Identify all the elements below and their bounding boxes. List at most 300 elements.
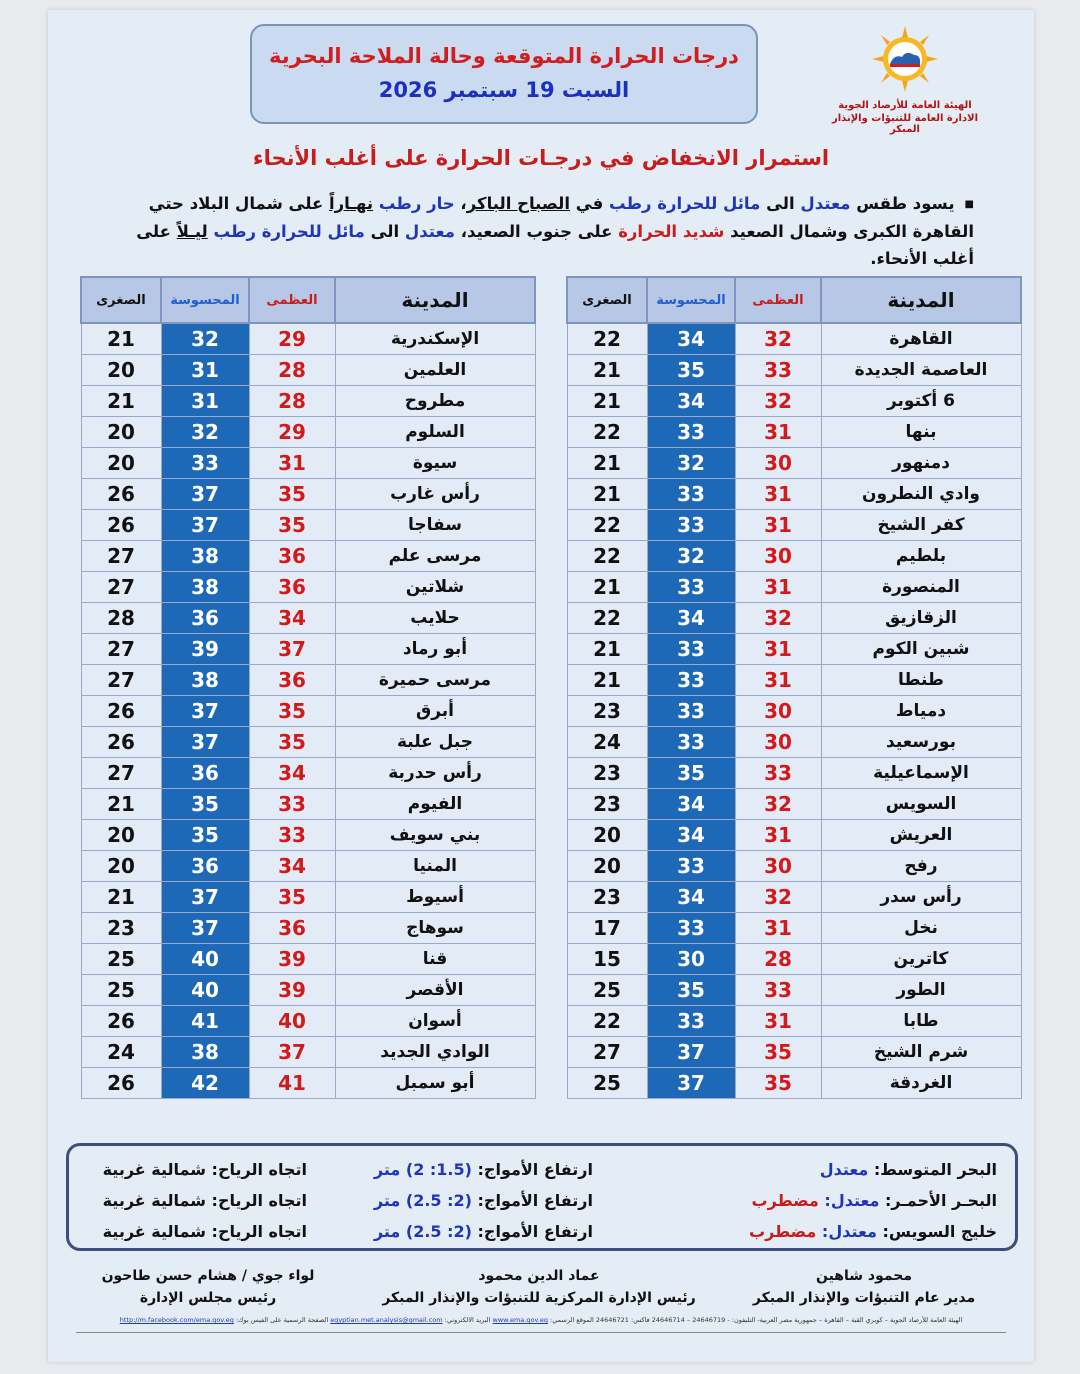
table-row xyxy=(81,944,535,975)
organization-logo xyxy=(830,24,980,135)
table-row xyxy=(567,634,1021,665)
weather-description xyxy=(102,190,974,272)
city-cell: جبل علبة xyxy=(335,727,535,758)
feels-like-cell: 34 xyxy=(647,820,735,851)
min-temp-cell: 23 xyxy=(567,696,647,727)
waves-label: ارتفاع الأمواج: xyxy=(471,1191,593,1210)
table-row xyxy=(81,479,535,510)
feels-like-cell: 40 xyxy=(161,975,249,1006)
city-cell: أسيوط xyxy=(335,882,535,913)
city-cell: دمنهور xyxy=(821,448,1021,479)
city-cell: أسوان xyxy=(335,1006,535,1037)
min-temp-cell: 25 xyxy=(81,975,161,1006)
city-cell: حلايب xyxy=(335,603,535,634)
min-temp-cell: 23 xyxy=(567,758,647,789)
table-row xyxy=(81,1006,535,1037)
forecast-date: السبت 19 سبتمبر 2026 xyxy=(378,78,630,102)
max-temp-cell: 39 xyxy=(249,944,335,975)
table-row xyxy=(81,355,535,386)
city-cell: الزقازيق xyxy=(821,603,1021,634)
table-row xyxy=(567,386,1021,417)
feels-like-cell: 37 xyxy=(161,479,249,510)
min-temp-cell: 25 xyxy=(567,975,647,1006)
feels-like-cell: 30 xyxy=(647,944,735,975)
table-row xyxy=(567,851,1021,882)
min-temp-cell: 28 xyxy=(81,603,161,634)
sea-state-alt: مضطرب xyxy=(749,1222,817,1241)
feels-like-cell: 34 xyxy=(647,386,735,417)
city-cell: بورسعيد xyxy=(821,727,1021,758)
wind-value: شمالية غربية xyxy=(102,1160,206,1179)
max-temp-cell: 33 xyxy=(735,355,821,386)
table-row xyxy=(81,758,535,789)
table-row xyxy=(81,1037,535,1068)
max-temp-cell: 31 xyxy=(735,665,821,696)
city-cell: بني سويف xyxy=(335,820,535,851)
wind-label: اتجاه الرياح: xyxy=(205,1191,307,1210)
footer-email-label: البريد الالكتروني: xyxy=(442,1316,493,1324)
wind-label: اتجاه الرياح: xyxy=(205,1222,307,1241)
desc-text: على أغلب الأنحاء. xyxy=(136,222,974,268)
min-temp-cell: 22 xyxy=(567,417,647,448)
table-row xyxy=(81,789,535,820)
feels-like-cell: 33 xyxy=(647,417,735,448)
city-cell: قنا xyxy=(335,944,535,975)
city-cell: الفيوم xyxy=(335,789,535,820)
feels-like-cell: 33 xyxy=(647,1006,735,1037)
city-cell: الأقصر xyxy=(335,975,535,1006)
col-header-min: الصغرى xyxy=(81,277,161,323)
feels-like-cell: 38 xyxy=(161,1037,249,1068)
max-temp-cell: 32 xyxy=(735,882,821,913)
max-temp-cell: 31 xyxy=(735,820,821,851)
feels-like-cell: 38 xyxy=(161,541,249,572)
sea-name: البحـر الأحمـر: xyxy=(879,1191,997,1210)
left-cities-table xyxy=(80,276,536,1099)
min-temp-cell: 26 xyxy=(81,727,161,758)
city-cell: أبو سمبل xyxy=(335,1068,535,1099)
feels-like-cell: 42 xyxy=(161,1068,249,1099)
max-temp-cell: 35 xyxy=(735,1068,821,1099)
signatory-name: عماد الدين محمود xyxy=(478,1268,600,1284)
city-cell: دمياط xyxy=(821,696,1021,727)
min-temp-cell: 26 xyxy=(81,1006,161,1037)
min-temp-cell: 21 xyxy=(81,882,161,913)
table-row xyxy=(81,665,535,696)
feels-like-cell: 36 xyxy=(161,603,249,634)
table-row xyxy=(81,913,535,944)
max-temp-cell: 41 xyxy=(249,1068,335,1099)
headline: استمرار الانخفاض في درجـات الحرارة على أغلب الأنحاء xyxy=(252,146,830,170)
table-row xyxy=(81,510,535,541)
city-cell: رأس سدر xyxy=(821,882,1021,913)
city-cell: العاصمة الجديدة xyxy=(821,355,1021,386)
feels-like-cell: 34 xyxy=(647,323,735,355)
max-temp-cell: 31 xyxy=(735,417,821,448)
max-temp-cell: 29 xyxy=(249,323,335,355)
city-cell: العلمين xyxy=(335,355,535,386)
feels-like-cell: 36 xyxy=(161,758,249,789)
signature-block xyxy=(744,1265,984,1309)
city-cell: شرم الشيخ xyxy=(821,1037,1021,1068)
city-cell: الإسكندرية xyxy=(335,323,535,355)
footer-address: الهيئة العامة للأرصاد الجوية – كوبري القبة – القاهرة – جمهورية مصر العربية- التليفون: - 24646719 – 24646714 فاكس: 24646721 الموقع الرسمي: xyxy=(547,1316,963,1324)
min-temp-cell: 27 xyxy=(81,665,161,696)
min-temp-cell: 23 xyxy=(567,882,647,913)
col-header-max: العظمى xyxy=(735,277,821,323)
max-temp-cell: 31 xyxy=(735,510,821,541)
min-temp-cell: 21 xyxy=(567,634,647,665)
feels-like-cell: 35 xyxy=(647,975,735,1006)
city-cell: الوادي الجديد xyxy=(335,1037,535,1068)
wind-value: شمالية غربية xyxy=(102,1191,206,1210)
max-temp-cell: 31 xyxy=(735,1006,821,1037)
feels-like-cell: 34 xyxy=(647,603,735,634)
table-row xyxy=(81,727,535,758)
table-row xyxy=(81,417,535,448)
city-cell: السلوم xyxy=(335,417,535,448)
org-department: الادارة العامة للتنبؤات والإنذار المبكر xyxy=(831,113,978,135)
max-temp-cell: 30 xyxy=(735,727,821,758)
table-row xyxy=(567,913,1021,944)
min-temp-cell: 24 xyxy=(567,727,647,758)
feels-like-cell: 33 xyxy=(647,727,735,758)
footer-fb-label: الصفحة الرسمية على الفيس بوك: xyxy=(233,1316,331,1324)
feels-like-cell: 37 xyxy=(161,510,249,541)
max-temp-cell: 32 xyxy=(735,323,821,355)
city-cell: رأس حدربة xyxy=(335,758,535,789)
max-temp-cell: 36 xyxy=(249,913,335,944)
max-temp-cell: 30 xyxy=(735,696,821,727)
table-row xyxy=(567,448,1021,479)
feels-like-cell: 32 xyxy=(647,448,735,479)
table-row xyxy=(81,975,535,1006)
table-row xyxy=(81,386,535,417)
city-cell: المنصورة xyxy=(821,572,1021,603)
min-temp-cell: 21 xyxy=(567,665,647,696)
city-cell: كفر الشيخ xyxy=(821,510,1021,541)
facebook-link[interactable]: http://m.facebook.com/ema.gov.eg xyxy=(119,1316,234,1324)
signature-block xyxy=(88,1265,328,1309)
max-temp-cell: 34 xyxy=(249,758,335,789)
min-temp-cell: 25 xyxy=(567,1068,647,1099)
col-header-feels: المحسوسة xyxy=(647,277,735,323)
min-temp-cell: 26 xyxy=(81,479,161,510)
min-temp-cell: 26 xyxy=(81,1068,161,1099)
desc-text: حار رطب xyxy=(378,194,455,213)
table-row xyxy=(567,789,1021,820)
table-row xyxy=(567,541,1021,572)
org-name: الهيئة العامة للأرصاد الجوية xyxy=(838,100,972,111)
feels-like-cell: 33 xyxy=(647,851,735,882)
wind-value: شمالية غربية xyxy=(102,1222,206,1241)
min-temp-cell: 25 xyxy=(81,944,161,975)
desc-text: مائل للحرارة رطب xyxy=(609,194,761,213)
city-cell: مرسى حميرة xyxy=(335,665,535,696)
waves-value: (1.5: 2) متر xyxy=(373,1160,472,1179)
feels-like-cell: 33 xyxy=(647,572,735,603)
feels-like-cell: 33 xyxy=(647,665,735,696)
table-row xyxy=(81,603,535,634)
city-cell: العريش xyxy=(821,820,1021,851)
desc-text: الصباح الباكر xyxy=(466,194,571,213)
city-cell: طنطا xyxy=(821,665,1021,696)
city-cell: مرسى علم xyxy=(335,541,535,572)
feels-like-cell: 37 xyxy=(161,696,249,727)
max-temp-cell: 32 xyxy=(735,603,821,634)
feels-like-cell: 32 xyxy=(161,417,249,448)
min-temp-cell: 26 xyxy=(81,696,161,727)
city-cell: شلاتين xyxy=(335,572,535,603)
max-temp-cell: 29 xyxy=(249,417,335,448)
table-row xyxy=(81,572,535,603)
col-header-city: المدينة xyxy=(821,277,1021,323)
feels-like-cell: 33 xyxy=(647,479,735,510)
table-row xyxy=(567,479,1021,510)
city-cell: الطور xyxy=(821,975,1021,1006)
feels-like-cell: 31 xyxy=(161,355,249,386)
desc-text: معتدل xyxy=(800,194,851,213)
city-cell: بنها xyxy=(821,417,1021,448)
signatory-title: مدير عام التنبؤات والإنذار المبكر xyxy=(752,1290,976,1306)
min-temp-cell: 20 xyxy=(81,851,161,882)
min-temp-cell: 27 xyxy=(81,758,161,789)
feels-like-cell: 37 xyxy=(161,727,249,758)
desc-text: نهـاراً xyxy=(329,194,374,213)
table-row xyxy=(81,820,535,851)
table-row xyxy=(81,634,535,665)
city-cell: الإسماعيلية xyxy=(821,758,1021,789)
max-temp-cell: 35 xyxy=(249,727,335,758)
max-temp-cell: 34 xyxy=(249,851,335,882)
table-row xyxy=(81,696,535,727)
min-temp-cell: 21 xyxy=(81,323,161,355)
sea-state: معتدل xyxy=(819,1160,869,1179)
feels-like-cell: 34 xyxy=(647,882,735,913)
min-temp-cell: 21 xyxy=(567,386,647,417)
table-row xyxy=(567,417,1021,448)
right-cities-table xyxy=(566,276,1022,1099)
signature-block xyxy=(374,1265,704,1309)
max-temp-cell: 30 xyxy=(735,448,821,479)
max-temp-cell: 40 xyxy=(249,1006,335,1037)
max-temp-cell: 39 xyxy=(249,975,335,1006)
min-temp-cell: 22 xyxy=(567,1006,647,1037)
max-temp-cell: 28 xyxy=(249,386,335,417)
sea-state-alt: مضطرب xyxy=(751,1191,819,1210)
table-row xyxy=(567,1068,1021,1099)
max-temp-cell: 30 xyxy=(735,541,821,572)
max-temp-cell: 34 xyxy=(249,603,335,634)
feels-like-cell: 33 xyxy=(647,913,735,944)
signatory-name: لواء جوي / هشام حسن طاحون xyxy=(101,1268,315,1284)
min-temp-cell: 21 xyxy=(81,789,161,820)
city-cell: طابا xyxy=(821,1006,1021,1037)
city-cell: نخل xyxy=(821,913,1021,944)
desc-text: الى xyxy=(364,222,405,241)
website-link[interactable]: www.ema.gov.eg xyxy=(492,1316,548,1324)
min-temp-cell: 22 xyxy=(567,541,647,572)
desc-text: شديد الحرارة xyxy=(618,222,725,241)
col-header-city: المدينة xyxy=(335,277,535,323)
max-temp-cell: 28 xyxy=(249,355,335,386)
feels-like-cell: 39 xyxy=(161,634,249,665)
city-cell: السويس xyxy=(821,789,1021,820)
desc-text: في xyxy=(570,194,610,213)
feels-like-cell: 35 xyxy=(647,758,735,789)
table-row xyxy=(81,541,535,572)
max-temp-cell: 28 xyxy=(735,944,821,975)
min-temp-cell: 27 xyxy=(81,572,161,603)
sea-state: معتدل: xyxy=(818,1191,880,1210)
table-row xyxy=(567,882,1021,913)
waves-value: (2: 2.5) متر xyxy=(373,1222,472,1241)
desc-text: على شمال البلاد حتي القاهرة الكبرى وشمال الصعيد xyxy=(148,194,974,241)
city-cell: سوهاج xyxy=(335,913,535,944)
city-cell: القاهرة xyxy=(821,323,1021,355)
max-temp-cell: 33 xyxy=(735,975,821,1006)
min-temp-cell: 26 xyxy=(81,510,161,541)
min-temp-cell: 20 xyxy=(81,417,161,448)
min-temp-cell: 23 xyxy=(81,913,161,944)
city-cell: كاترين xyxy=(821,944,1021,975)
desc-text: معتدل xyxy=(404,222,455,241)
feels-like-cell: 37 xyxy=(647,1037,735,1068)
table-row xyxy=(567,665,1021,696)
max-temp-cell: 31 xyxy=(735,634,821,665)
table-row xyxy=(81,1068,535,1099)
sea-name: البحر المتوسط: xyxy=(868,1160,997,1179)
table-row xyxy=(567,820,1021,851)
max-temp-cell: 31 xyxy=(735,479,821,510)
feels-like-cell: 33 xyxy=(161,448,249,479)
table-row xyxy=(567,355,1021,386)
city-cell: أبرق xyxy=(335,696,535,727)
desc-text: على جنوب الصعيد، xyxy=(455,222,619,241)
feels-like-cell: 37 xyxy=(161,913,249,944)
table-row xyxy=(567,1006,1021,1037)
min-temp-cell: 22 xyxy=(567,603,647,634)
min-temp-cell: 20 xyxy=(567,820,647,851)
feels-like-cell: 33 xyxy=(647,510,735,541)
max-temp-cell: 36 xyxy=(249,665,335,696)
col-header-min: الصغرى xyxy=(567,277,647,323)
min-temp-cell: 20 xyxy=(81,355,161,386)
city-cell: بلطيم xyxy=(821,541,1021,572)
table-row xyxy=(567,727,1021,758)
sea-row xyxy=(69,1191,1015,1221)
max-temp-cell: 30 xyxy=(735,851,821,882)
email-link[interactable]: egyptian.met.analysis@gmail.com xyxy=(330,1316,443,1324)
table-row xyxy=(567,758,1021,789)
desc-text: ليـلاً xyxy=(176,222,208,241)
max-temp-cell: 33 xyxy=(249,820,335,851)
min-temp-cell: 23 xyxy=(567,789,647,820)
max-temp-cell: 33 xyxy=(249,789,335,820)
min-temp-cell: 17 xyxy=(567,913,647,944)
city-cell: وادي النطرون xyxy=(821,479,1021,510)
feels-like-cell: 40 xyxy=(161,944,249,975)
col-header-feels: المحسوسة xyxy=(161,277,249,323)
signatory-title: رئيس الإدارة المركزية للتنبؤات والإنذار المبكر xyxy=(382,1290,696,1306)
feels-like-cell: 33 xyxy=(647,634,735,665)
city-cell: مطروح xyxy=(335,386,535,417)
min-temp-cell: 21 xyxy=(567,355,647,386)
city-cell: رفح xyxy=(821,851,1021,882)
min-temp-cell: 22 xyxy=(567,510,647,541)
min-temp-cell: 22 xyxy=(567,323,647,355)
feels-like-cell: 35 xyxy=(161,820,249,851)
max-temp-cell: 36 xyxy=(249,541,335,572)
feels-like-cell: 37 xyxy=(161,882,249,913)
min-temp-cell: 27 xyxy=(567,1037,647,1068)
table-row xyxy=(567,510,1021,541)
table-row xyxy=(567,696,1021,727)
marine-conditions-box xyxy=(66,1143,1018,1251)
bullet-icon: ■ xyxy=(964,199,974,210)
min-temp-cell: 27 xyxy=(81,541,161,572)
max-temp-cell: 31 xyxy=(735,572,821,603)
city-cell: الغردقة xyxy=(821,1068,1021,1099)
wind-label: اتجاه الرياح: xyxy=(205,1160,307,1179)
max-temp-cell: 35 xyxy=(249,882,335,913)
feels-like-cell: 36 xyxy=(161,851,249,882)
signatory-name: محمود شاهين xyxy=(815,1268,913,1284)
city-cell: شبين الكوم xyxy=(821,634,1021,665)
sea-row xyxy=(69,1160,1015,1190)
min-temp-cell: 15 xyxy=(567,944,647,975)
max-temp-cell: 32 xyxy=(735,386,821,417)
feels-like-cell: 32 xyxy=(161,323,249,355)
desc-text: ، xyxy=(454,194,467,213)
feels-like-cell: 34 xyxy=(647,789,735,820)
city-cell: سيوة xyxy=(335,448,535,479)
city-cell: أبو رماد xyxy=(335,634,535,665)
waves-label: ارتفاع الأمواج: xyxy=(471,1160,593,1179)
max-temp-cell: 35 xyxy=(249,479,335,510)
feels-like-cell: 37 xyxy=(647,1068,735,1099)
city-cell: رأس غارب xyxy=(335,479,535,510)
feels-like-cell: 33 xyxy=(647,696,735,727)
max-temp-cell: 32 xyxy=(735,789,821,820)
min-temp-cell: 20 xyxy=(567,851,647,882)
min-temp-cell: 20 xyxy=(81,448,161,479)
col-header-max: العظمى xyxy=(249,277,335,323)
min-temp-cell: 20 xyxy=(81,820,161,851)
table-row xyxy=(567,944,1021,975)
sea-state: معتدل: xyxy=(816,1222,877,1241)
max-temp-cell: 37 xyxy=(249,634,335,665)
table-row xyxy=(81,851,535,882)
city-cell: سفاجا xyxy=(335,510,535,541)
page-title: درجات الحرارة المتوقعة وحالة الملاحة البحرية xyxy=(269,44,739,68)
feels-like-cell: 31 xyxy=(161,386,249,417)
feels-like-cell: 35 xyxy=(161,789,249,820)
min-temp-cell: 24 xyxy=(81,1037,161,1068)
city-cell: 6 أكتوبر xyxy=(821,386,1021,417)
table-row xyxy=(81,323,535,355)
max-temp-cell: 35 xyxy=(735,1037,821,1068)
sun-cloud-logo-icon xyxy=(870,24,940,94)
table-row xyxy=(567,975,1021,1006)
forecast-sheet xyxy=(48,10,1034,1362)
min-temp-cell: 21 xyxy=(81,386,161,417)
table-row xyxy=(567,603,1021,634)
table-row xyxy=(567,572,1021,603)
footer-contact xyxy=(76,1316,1006,1324)
max-temp-cell: 35 xyxy=(249,696,335,727)
desc-text: الى xyxy=(760,194,801,213)
